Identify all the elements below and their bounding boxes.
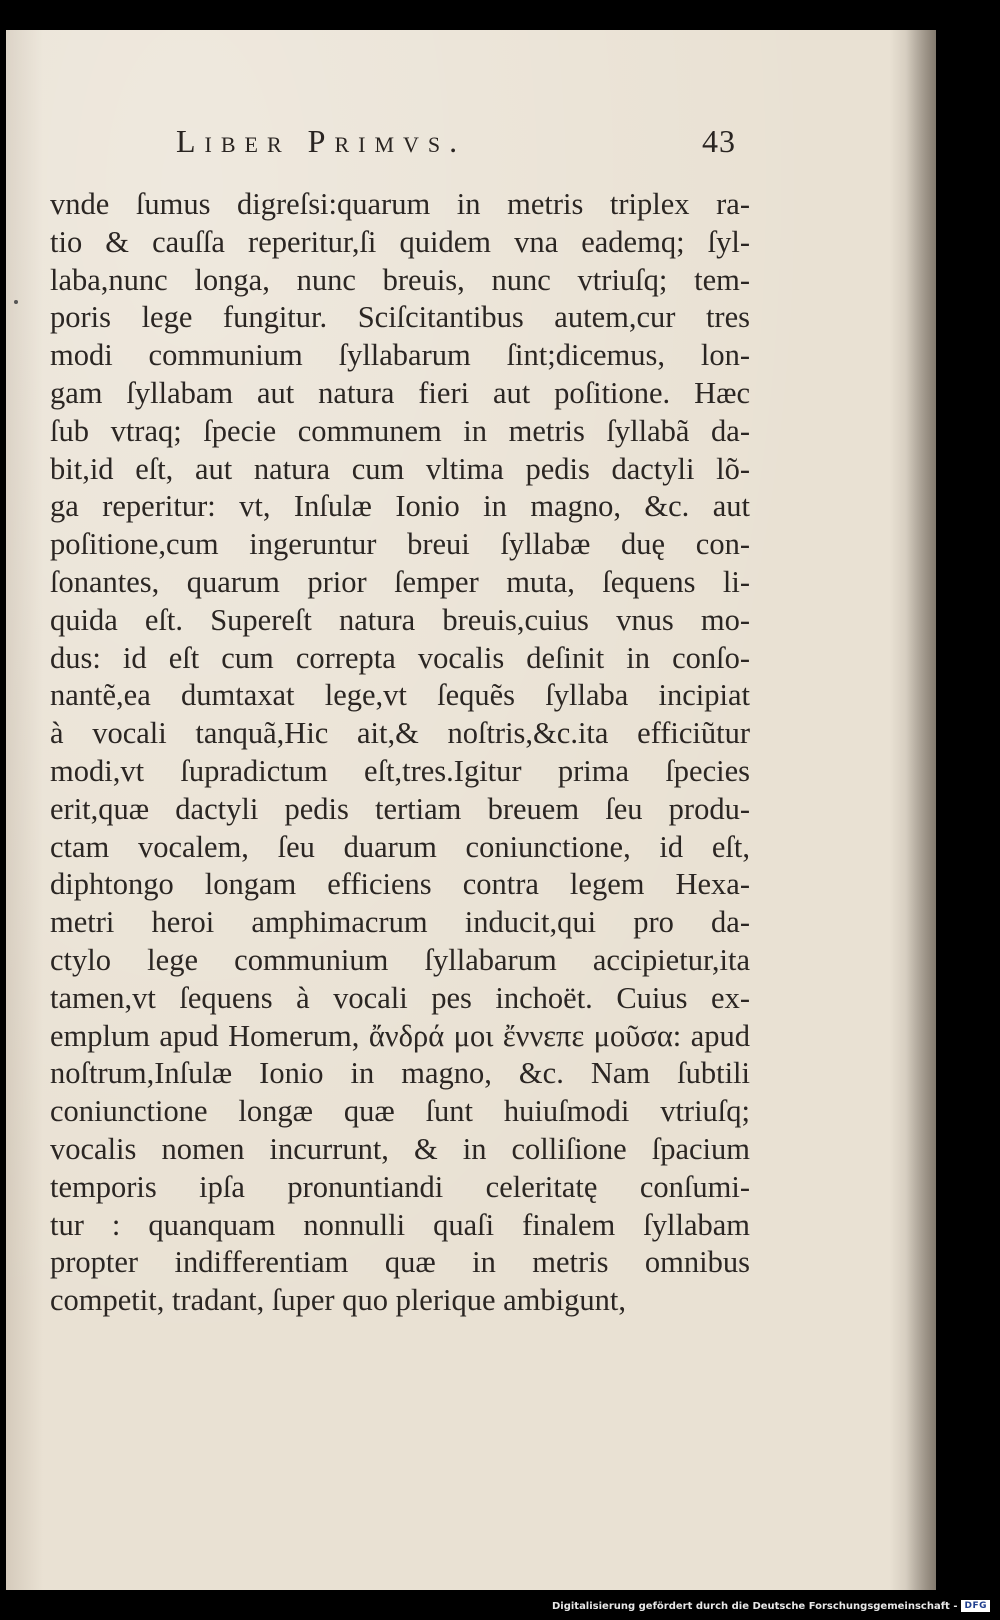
text-line: bit,id eſt, aut natura cum vltima pedis dactyli lõ- — [50, 451, 750, 486]
text-line: ga reperitur: vt, Inſulæ Ionio in magno, &c. aut — [50, 489, 750, 524]
dfg-logo: DFG — [961, 1600, 990, 1612]
text-line: emplum apud Homerum, ἄνδρά μοι ἔννεπε μοῦσα: apud — [50, 1018, 750, 1053]
text-line: ſonantes, quarum prior ſemper muta, ſequens li- — [50, 564, 750, 599]
text-line: erit,quæ dactyli pedis tertiam breuem ſeu produ- — [50, 791, 750, 826]
text-line: competit, tradant, ſuper quo plerique ambigunt, — [50, 1283, 626, 1318]
text-line: ctam vocalem, ſeu duarum coniunctione, id eſt, — [50, 829, 750, 864]
text-line: tur : quanquam nonnulli quaſi finalem ſyllabam — [50, 1207, 750, 1242]
text-line: à vocali tanquã,Hic ait,& noſtris,&c.ita efficiũtur — [50, 716, 750, 751]
running-header — [176, 123, 736, 173]
text-line: modi,vt ſupradictum eſt,tres.Igitur prima ſpecies — [50, 753, 750, 788]
text-line: diphtongo longam efficiens contra legem Hexa- — [50, 867, 750, 902]
text-line: vnde ſumus digreſsi:quarum in metris triplex ra- — [50, 187, 750, 221]
text-line: modi communium ſyllabarum ſint;dicemus, lon- — [50, 338, 750, 373]
text-line: ſub vtraq; ſpecie communem in metris ſyllabã da- — [50, 413, 750, 448]
text-line: dus: id eſt cum correpta vocalis deſinit in conſo- — [50, 640, 750, 675]
margin-mark — [14, 300, 18, 304]
text-line: laba,nunc longa, nunc breuis, nunc vtriuſq; tem- — [50, 262, 750, 297]
footer-credit: Digitalisierung gefördert durch die Deutsche Forschungsgemeinschaft - — [551, 1600, 958, 1612]
text-line: noſtrum,Inſulæ Ionio in magno, &c. Nam ſubtili — [50, 1056, 750, 1091]
text-line: propter indifferentiam quæ in metris omnibus — [50, 1245, 750, 1280]
body-text — [50, 186, 750, 1320]
text-line: coniunctione longæ quæ ſunt huiuſmodi vtriuſq; — [50, 1094, 750, 1129]
text-line: ctylo lege communium ſyllabarum accipietur,ita — [50, 942, 750, 977]
text-line: vocalis nomen incurrunt, & in colliſione ſpacium — [50, 1131, 750, 1166]
running-title: Liber Primvs. — [176, 123, 467, 159]
text-line: metri heroi amphimacrum inducit,qui pro da- — [50, 905, 750, 940]
text-line: quida eſt. Supereſt natura breuis,cuius vnus mo- — [50, 602, 750, 637]
page-number: 43 — [702, 123, 736, 159]
text-line: poris lege fungitur. Sciſcitantibus autem,cur tres — [50, 300, 750, 335]
text-line: poſitione,cum ingeruntur breui ſyllabæ duę con- — [50, 527, 750, 562]
text-line: nantẽ,ea dumtaxat lege,vt ſequẽs ſyllaba incipiat — [50, 678, 750, 713]
digitization-footer — [552, 1596, 990, 1616]
book-page — [6, 30, 936, 1590]
text-line: tamen,vt ſequens à vocali pes inchoët. Cuius ex- — [50, 980, 750, 1015]
text-line: temporis ipſa pronuntiandi celeritatę conſumi- — [50, 1169, 750, 1204]
text-line: gam ſyllabam aut natura fieri aut poſitione. Hæc — [50, 375, 750, 410]
gutter-shadow — [906, 30, 936, 1590]
text-line: tio & cauſſa reperitur,ſi quidem vna eademq; ſyl- — [50, 224, 750, 259]
